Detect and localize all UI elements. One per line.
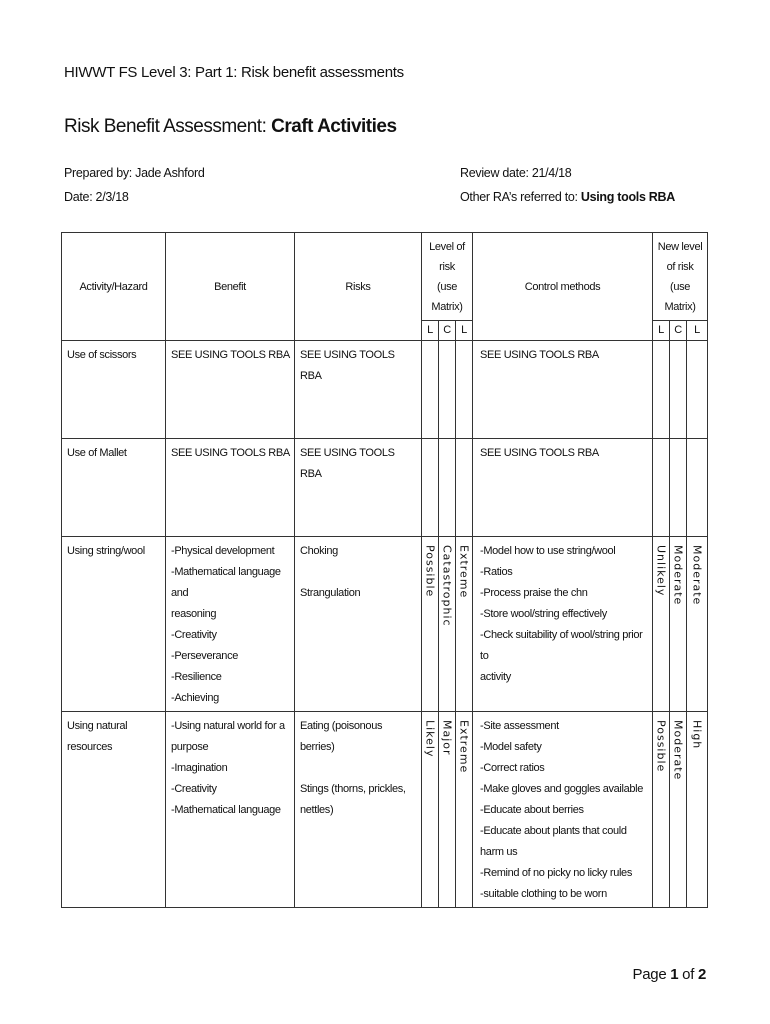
page-total: 2 — [697, 966, 706, 983]
page-label: Page — [632, 966, 671, 983]
new-level-header-line: Matrix) — [664, 300, 696, 313]
risks-cell-line: Eating (poisonous berries) — [300, 720, 383, 753]
control-methods-cell-line: -Model safety — [480, 741, 542, 753]
risks-cell — [295, 341, 422, 439]
activity-cell: Use of Mallet — [62, 439, 166, 537]
risks-cell — [295, 439, 422, 537]
table-row — [62, 439, 708, 537]
date: Date: 2/3/18 — [64, 190, 129, 204]
other-ra-referred — [460, 190, 675, 204]
level-header-line: Matrix) — [431, 300, 463, 313]
risks-cell — [295, 537, 422, 712]
control-methods-cell-line: -Model how to use string/wool — [480, 545, 616, 557]
table-row — [62, 341, 708, 439]
level-header-line: (use — [437, 280, 458, 293]
control-methods-cell — [473, 439, 653, 537]
risks-cell-line — [300, 758, 417, 779]
control-methods-cell — [473, 341, 653, 439]
level-likelihood-cell-text: Possible — [423, 545, 437, 598]
new-likelihood-cell-text: Possible — [654, 720, 668, 773]
control-methods-cell-line: -Make gloves and goggles available — [480, 783, 644, 795]
new-level-header-line: of risk — [666, 260, 694, 273]
page-number — [633, 966, 706, 983]
level-consequence-cell — [439, 537, 456, 712]
header-level-of-risk — [422, 233, 473, 321]
level-rating-cell-text: Extreme — [457, 545, 471, 599]
header-benefit: Benefit — [166, 233, 295, 341]
new-consequence-cell — [670, 712, 687, 908]
new-rating-cell-text: High — [690, 720, 704, 750]
risks-cell — [295, 712, 422, 908]
document-header: HIWWT FS Level 3: Part 1: Risk benefit assessments — [64, 64, 404, 81]
level-likelihood-cell — [422, 537, 439, 712]
review-date: Review date: 21/4/18 — [460, 166, 572, 180]
control-methods-cell — [473, 537, 653, 712]
benefit-cell — [166, 439, 295, 537]
title-prefix: Risk Benefit Assessment: — [64, 116, 272, 137]
page-of: of — [678, 966, 698, 983]
benefit-cell-line: -Mathematical language — [171, 804, 281, 816]
page-current: 1 — [670, 966, 679, 983]
level-consequence-cell — [439, 341, 456, 439]
benefit-cell — [166, 341, 295, 439]
table-row — [62, 712, 708, 908]
risks-cell-line: Choking — [300, 545, 338, 557]
level-consequence-cell — [439, 439, 456, 537]
risks-cell-line: SEE USING TOOLS RBA — [300, 349, 395, 382]
control-methods-cell-line: -suitable clothing to be worn — [480, 888, 607, 900]
new-rating-cell — [687, 341, 708, 439]
risks-cell-line: SEE USING TOOLS RBA — [300, 447, 395, 480]
level-header-line: risk — [439, 260, 455, 273]
header-level-consequence: C — [439, 321, 456, 341]
new-likelihood-cell — [653, 341, 670, 439]
benefit-cell-line: SEE USING TOOLS RBA — [171, 447, 290, 459]
new-rating-cell — [687, 537, 708, 712]
benefit-cell — [166, 712, 295, 908]
header-control-methods: Control methods — [473, 233, 653, 341]
level-likelihood-cell — [422, 439, 439, 537]
new-likelihood-cell — [653, 537, 670, 712]
new-consequence-cell-text: Moderate — [671, 720, 685, 781]
page-title — [64, 116, 397, 138]
benefit-cell-line: -Resilience — [171, 671, 222, 683]
benefit-cell-line: -Achieving — [171, 692, 219, 704]
benefit-cell-line: SEE USING TOOLS RBA — [171, 349, 290, 361]
other-ra-label: Other RA’s referred to: — [460, 190, 581, 204]
benefit-cell-line: -Physical development — [171, 545, 275, 557]
header-risks: Risks — [295, 233, 422, 341]
benefit-cell-line: -Creativity — [171, 783, 217, 795]
level-rating-cell — [456, 537, 473, 712]
level-likelihood-cell — [422, 712, 439, 908]
benefit-cell-line: -Creativity — [171, 629, 217, 641]
risks-cell-line: Stings (thorns, prickles, nettles) — [300, 783, 406, 816]
new-consequence-cell — [670, 439, 687, 537]
title-activity: Craft Activities — [271, 116, 397, 137]
control-methods-cell-line: -Store wool/string effectively — [480, 608, 607, 620]
level-rating-cell — [456, 341, 473, 439]
new-level-header-line: New level — [657, 240, 703, 253]
header-level-level: L — [456, 321, 473, 341]
prepared-by: Prepared by: Jade Ashford — [64, 166, 205, 180]
control-methods-cell-line: -Check suitability of wool/string prior to — [480, 629, 643, 662]
new-rating-cell-text: Moderate — [690, 545, 704, 606]
benefit-cell-line: -Mathematical language and — [171, 566, 281, 599]
control-methods-cell-line: -Correct ratios — [480, 762, 545, 774]
new-consequence-cell — [670, 537, 687, 712]
level-rating-cell — [456, 439, 473, 537]
header-new-consequence: C — [670, 321, 687, 341]
header-activity: Activity/Hazard — [62, 233, 166, 341]
control-methods-cell-line: -Educate about berries — [480, 804, 584, 816]
level-likelihood-cell-text: Likely — [423, 720, 437, 758]
control-methods-cell-line: -Ratios — [480, 566, 513, 578]
new-consequence-cell-text: Moderate — [671, 545, 685, 606]
control-methods-cell-line: activity — [480, 671, 511, 683]
benefit-cell-line: reasoning — [171, 608, 217, 620]
control-methods-cell-line: -Educate about plants that could harm us — [480, 825, 627, 858]
benefit-cell-line: -Perseverance — [171, 650, 238, 662]
benefit-cell-line: purpose — [171, 741, 209, 753]
other-ra-value: Using tools RBA — [580, 190, 675, 204]
control-methods-cell-line: -Process praise the chn — [480, 587, 588, 599]
new-likelihood-cell — [653, 712, 670, 908]
control-methods-cell-line: -Site assessment — [480, 720, 559, 732]
new-level-header-line: (use — [670, 280, 691, 293]
header-new-level: L — [687, 321, 708, 341]
table-row — [62, 537, 708, 712]
level-consequence-cell — [439, 712, 456, 908]
new-consequence-cell — [670, 341, 687, 439]
control-methods-cell-line: SEE USING TOOLS RBA — [480, 349, 599, 361]
risk-assessment-table — [61, 232, 708, 908]
new-likelihood-cell-text: Unlikely — [654, 545, 668, 597]
control-methods-cell — [473, 712, 653, 908]
header-level-likelihood: L — [422, 321, 439, 341]
benefit-cell-line: -Using natural world for a — [171, 720, 285, 732]
new-likelihood-cell — [653, 439, 670, 537]
benefit-cell — [166, 537, 295, 712]
risks-cell-line: Strangulation — [300, 587, 361, 599]
header-new-level-of-risk — [653, 233, 708, 321]
activity-cell: Use of scissors — [62, 341, 166, 439]
level-rating-cell-text: Extreme — [457, 720, 471, 774]
new-rating-cell — [687, 712, 708, 908]
benefit-cell-line: -Imagination — [171, 762, 228, 774]
risks-cell-line — [300, 562, 417, 583]
level-consequence-cell-text: Catastrophic — [440, 545, 454, 627]
level-rating-cell — [456, 712, 473, 908]
level-consequence-cell-text: Major — [440, 720, 454, 756]
level-likelihood-cell — [422, 341, 439, 439]
level-header-line: Level of — [429, 240, 465, 253]
header-new-likelihood: L — [653, 321, 670, 341]
activity-cell: Using natural resources — [62, 712, 166, 908]
activity-cell: Using string/wool — [62, 537, 166, 712]
new-rating-cell — [687, 439, 708, 537]
control-methods-cell-line: -Remind of no picky no licky rules — [480, 867, 632, 879]
control-methods-cell-line: SEE USING TOOLS RBA — [480, 447, 599, 459]
